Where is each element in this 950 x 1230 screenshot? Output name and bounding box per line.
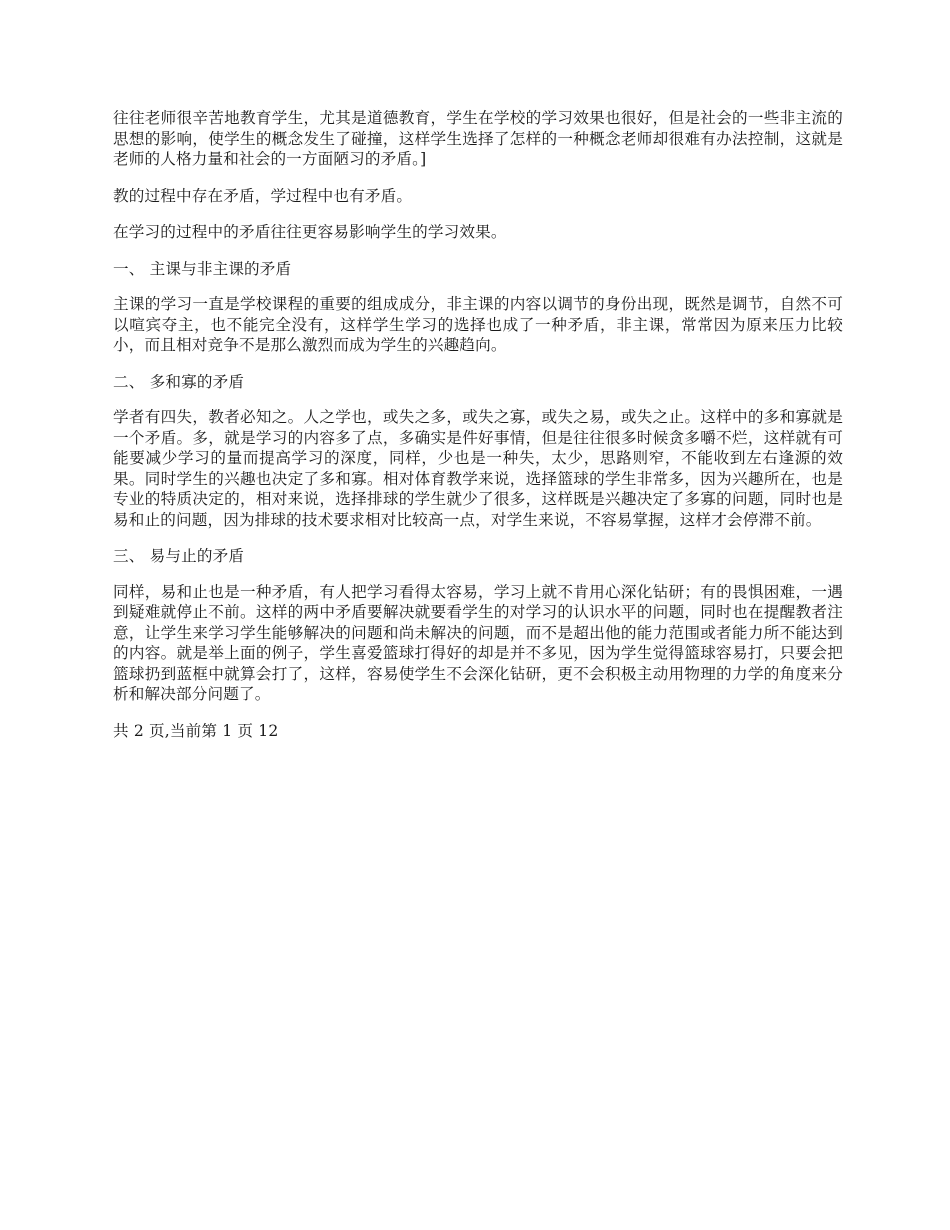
paragraph-teaching-learning-conflict: 教的过程中存在矛盾，学过程中也有矛盾。 bbox=[113, 186, 413, 205]
page-footer: 共 2 页,当前第 1 页 12 bbox=[113, 721, 279, 740]
paragraph-easy-vs-stop: 同样，易和止也是一种矛盾，有人把学习看得太容易，学习上就不肯用心深化钻研；有的畏惧困难，一遇到疑难就停止不前。这样的两中矛盾要解决就要看学生的对学习的认识水平的问题，同时也在提醒教者注意，让学生来学习学生能够解决的问题和尚未解决的问题，而不是超出他的能力范围或者能力所不能达到的内容。就是举上面的例子，学生喜爱篮球打得好的却是并不多见，因为学生觉得篮球容易打，只要会把篮球扔到蓝框中就算会打了，这样，容易使学生不会深化钻研，更不会积极主动用物理的力学的角度来分析和解决部分问题了。 bbox=[113, 582, 843, 703]
paragraph-learning-effect: 在学习的过程中的矛盾往往更容易影响学生的学习效果。 bbox=[113, 223, 507, 241]
section-heading-more-vs-less: 二、 多和寡的矛盾 bbox=[113, 372, 245, 391]
section-heading-main-vs-minor: 一、 主课与非主课的矛盾 bbox=[113, 259, 292, 278]
paragraph-main-vs-minor: 主课的学习一直是学校课程的重要的组成成分，非主课的内容以调节的身份出现，既然是调节，自然不可以喧宾夺主，也不能完全没有，这样学生学习的选择也成了一种矛盾，非主课，常常因为原来压力比较小，而且相对竞争不是那么激烈而成为学生的兴趣趋向。 bbox=[113, 295, 843, 354]
document-page bbox=[113, 108, 843, 757]
paragraph-more-vs-less: 学者有四失，教者必知之。人之学也，或失之多，或失之寡，或失之易，或失之止。这样中的多和寡就是一个矛盾。多，就是学习的内容多了点，多确实是件好事情，但是往往很多时候贪多嚼不烂，这样就有可能要减少学习的量而提高学习的深度，同样，少也是一种失，太少，思路则窄，不能收到左右逢源的效果。同时学生的兴趣也决定了多和寡。相对体育教学来说，选择篮球的学生非常多，因为兴趣所在，也是专业的特质决定的，相对来说，选择排球的学生就少了很多，这样既是兴趣决定了多寡的问题，同时也是易和止的问题，因为排球的技术要求相对比较高一点，对学生来说，不容易掌握，这样才会停滞不前。 bbox=[113, 408, 843, 529]
section-heading-easy-vs-stop: 三、 易与止的矛盾 bbox=[113, 547, 245, 565]
paragraph-teacher-society-conflict: 往往老师很辛苦地教育学生，尤其是道德教育，学生在学校的学习效果也很好，但是社会的一些非主流的思想的影响，使学生的概念发生了碰撞，这样学生选择了怎样的一种概念老师却很难有办法控制，这就是老师的人格力量和社会的一方面陋习的矛盾。] bbox=[113, 109, 843, 168]
